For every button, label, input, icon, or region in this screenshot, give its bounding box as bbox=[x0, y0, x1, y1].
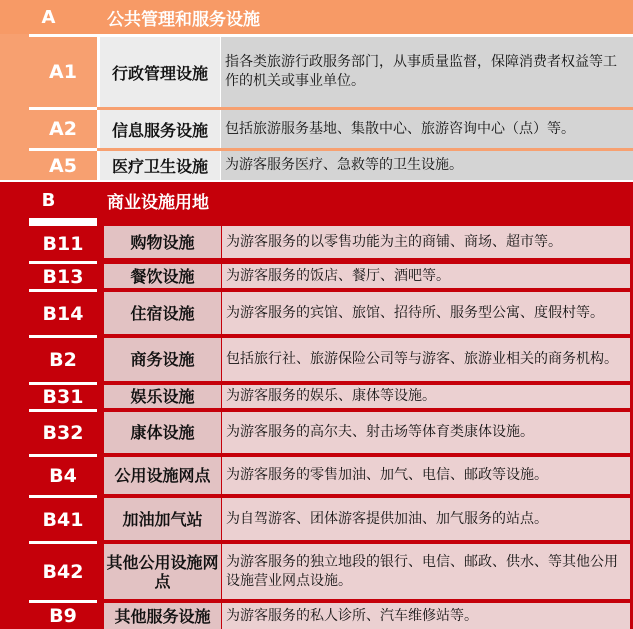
section-a-code: A bbox=[41, 6, 56, 28]
section-a-side-strip bbox=[0, 34, 29, 180]
section-b-title: 商业设施用地 bbox=[107, 192, 209, 213]
row-b9-desc: 为游客服务的私人诊所、汽车维修站等。 bbox=[222, 603, 630, 629]
row-a2-name: 信息服务设施 bbox=[100, 110, 220, 148]
row-a5-name: 医疗卫生设施 bbox=[100, 151, 220, 180]
row-b32-name: 康体设施 bbox=[104, 412, 221, 453]
row-a2-code: A2 bbox=[29, 110, 97, 148]
row-b11-code: B11 bbox=[29, 226, 97, 261]
row-b14-code: B14 bbox=[29, 292, 97, 335]
row-b41-code: B41 bbox=[29, 498, 97, 541]
row-a1-code: A1 bbox=[29, 37, 97, 107]
row-b9-code: B9 bbox=[29, 603, 97, 629]
row-b14-desc: 为游客服务的宾馆、旅馆、招待所、服务型公寓、度假村等。 bbox=[222, 292, 630, 334]
row-b42-name: 其他公用设施网点 bbox=[104, 544, 221, 599]
row-b42-desc: 为游客服务的独立地段的银行、电信、邮政、供水、等其他公用设施营业网点设施。 bbox=[222, 544, 630, 599]
row-b13-desc: 为游客服务的饭店、餐厅、酒吧等。 bbox=[222, 264, 630, 288]
row-b4-name: 公用设施网点 bbox=[104, 457, 221, 494]
row-a2-desc: 包括旅游服务基地、集散中心、旅游咨询中心（点）等。 bbox=[221, 110, 633, 148]
section-b-code: B bbox=[41, 189, 56, 211]
row-b32-desc: 为游客服务的高尔夫、射击场等体育类康体设施。 bbox=[222, 412, 630, 453]
row-b31-name: 娱乐设施 bbox=[104, 385, 221, 408]
section-a-title: 公共管理和服务设施 bbox=[107, 9, 260, 30]
row-b2-desc: 包括旅行社、旅游保险公司等与游客、旅游业相关的商务机构。 bbox=[222, 338, 630, 381]
row-b2-code: B2 bbox=[29, 338, 97, 382]
row-b41-name: 加油加气站 bbox=[104, 498, 221, 540]
row-b11-desc: 为游客服务的以零售功能为主的商铺、商场、超市等。 bbox=[222, 226, 630, 258]
row-a1-desc: 指各类旅游行政服务部门，从事质量监督，保障消费者权益等工作的机关或事业单位。 bbox=[221, 37, 633, 107]
row-a5-code: A5 bbox=[29, 151, 97, 180]
row-b31-desc: 为游客服务的娱乐、康体等设施。 bbox=[222, 385, 630, 408]
row-b4-desc: 为游客服务的零售加油、加气、电信、邮政等设施。 bbox=[222, 457, 630, 494]
row-b2-name: 商务设施 bbox=[104, 338, 221, 381]
section-b-inner-rule bbox=[101, 226, 104, 629]
row-b4-code: B4 bbox=[29, 457, 97, 495]
row-b13-name: 餐饮设施 bbox=[104, 264, 221, 288]
row-b13-code: B13 bbox=[29, 264, 97, 289]
row-a1-name: 行政管理设施 bbox=[100, 37, 220, 107]
row-b9-name: 其他服务设施 bbox=[104, 603, 221, 629]
row-b32-code: B32 bbox=[29, 412, 97, 454]
row-b42-code: B42 bbox=[29, 544, 97, 600]
row-b14-name: 住宿设施 bbox=[104, 292, 221, 334]
section-b-side-strip bbox=[0, 218, 29, 629]
row-b31-code: B31 bbox=[29, 385, 97, 409]
row-b41-desc: 为自驾游客、团体游客提供加油、加气服务的站点。 bbox=[222, 498, 630, 540]
row-b11-name: 购物设施 bbox=[104, 226, 221, 258]
row-a5-desc: 为游客服务医疗、急救等的卫生设施。 bbox=[221, 151, 633, 180]
